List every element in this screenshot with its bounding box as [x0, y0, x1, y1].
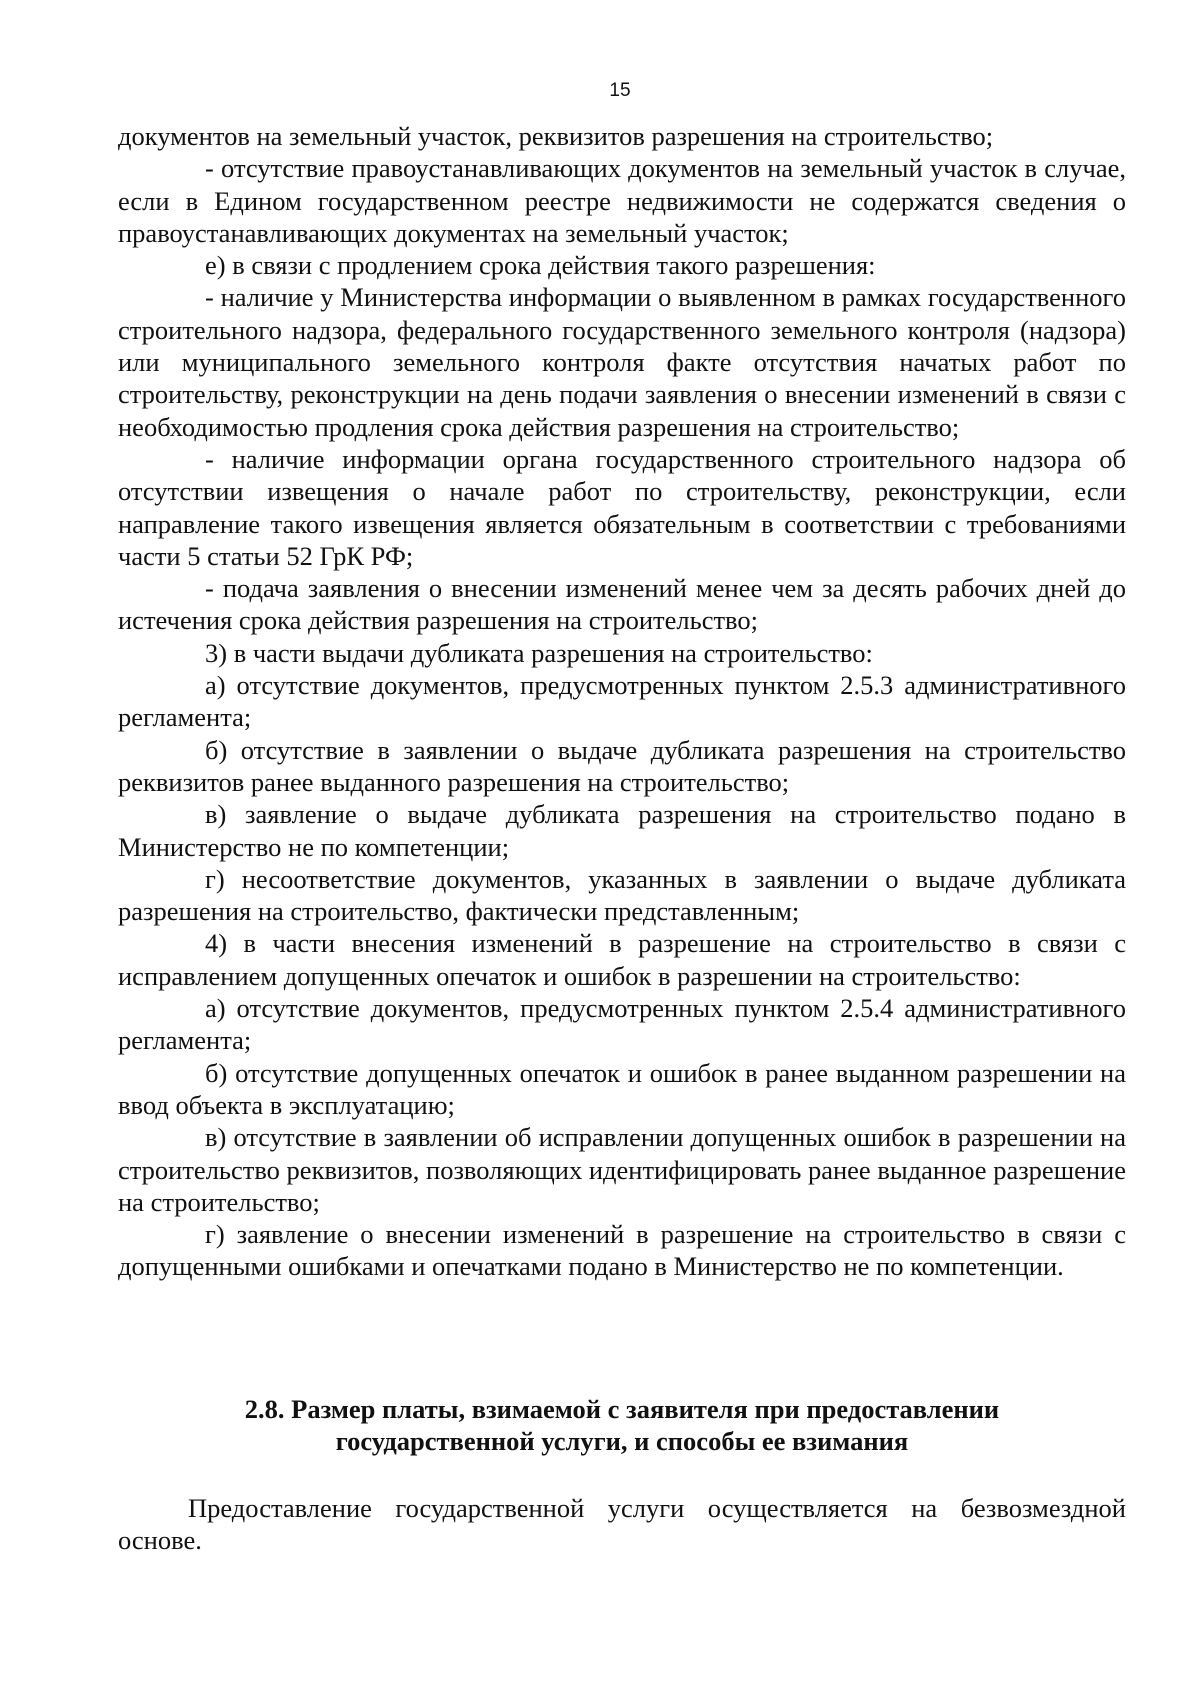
- paragraph: г) несоответствие документов, указанных в заявлении о выдаче дубликата разрешения на строительство, фактически представленным;: [118, 863, 1126, 927]
- paragraph: - отсутствие правоустанавливающих документов на земельный участок в случае, если в Едином государственном реестре недвижимости не содержатся сведения о правоустанавливающих документах на земельный участок;: [118, 153, 1126, 248]
- section-heading-line-1: 2.8. Размер платы, взимаемой с заявителя при предоставлении: [244, 1394, 1000, 1424]
- section-heading-line-2: государственной услуги, и способы ее взимания: [335, 1426, 909, 1457]
- paragraph: 4) в части внесения изменений в разрешение на строительство в связи с исправлением допущенных опечаток и ошибок в разрешении на строительство:: [118, 928, 1126, 991]
- paragraph: 3) в части выдачи дубликата разрешения на строительство:: [205, 637, 873, 668]
- paragraph: - подача заявления о внесении изменений менее чем за десять рабочих дней до истечения срока действия разрешения на строительство;: [118, 573, 1126, 636]
- paragraph: е) в связи с продлением срока действия такого разрешения:: [205, 250, 876, 281]
- paragraph: г) заявление о внесении изменений в разрешение на строительство в связи с допущенными ошибками и опечатками подано в Министерство не по компетенции.: [118, 1219, 1126, 1282]
- paragraph: а) отсутствие документов, предусмотренных пунктом 2.5.3 административного регламента;: [118, 670, 1126, 733]
- paragraph: - наличие у Министерства информации о выявленном в рамках государственного строительного надзора, федерального государственного земельного контроля (надзора) или муниципального земельного контроля факте отсутствия начатых работ по строительству, реконструкции на день подачи заявления о внесении изменений в связи с необходимостью продления срока действия разрешения на строительство;: [118, 282, 1126, 442]
- paragraph: а) отсутствие документов, предусмотренных пунктом 2.5.4 административного регламента;: [118, 993, 1126, 1056]
- paragraph: документов на земельный участок, реквизитов разрешения на строительство;: [118, 121, 994, 151]
- paragraph: в) отсутствие в заявлении об исправлении допущенных ошибок в разрешении на строительство реквизитов, позволяющих идентифицировать ранее выданное разрешение на строительство;: [118, 1122, 1126, 1217]
- body-text: [118, 120, 1126, 1283]
- closing-text: [118, 1492, 1126, 1557]
- paragraph: б) отсутствие в заявлении о выдаче дубликата разрешения на строительство реквизитов ранее выданного разрешения на строительство;: [118, 734, 1126, 797]
- closing-paragraph: Предоставление государственной услуги осуществляется на безвозмездной основе.: [118, 1493, 1126, 1556]
- section-heading: [118, 1393, 1126, 1458]
- paragraph: в) заявление о выдаче дубликата разрешения на строительство подано в Министерство не по компетенции;: [118, 799, 1126, 862]
- page-number: 15: [609, 80, 631, 101]
- paragraph: - наличие информации органа государственного строительного надзора об отсутствии извещения о начале работ по строительству, реконструкции, если направление такого извещения является обязательным в соответствии с требованиями части 5 статьи 52 ГрК РФ;: [118, 443, 1126, 571]
- paragraph: б) отсутствие допущенных опечаток и ошибок в ранее выданном разрешении на ввод объекта в эксплуатацию;: [118, 1057, 1126, 1120]
